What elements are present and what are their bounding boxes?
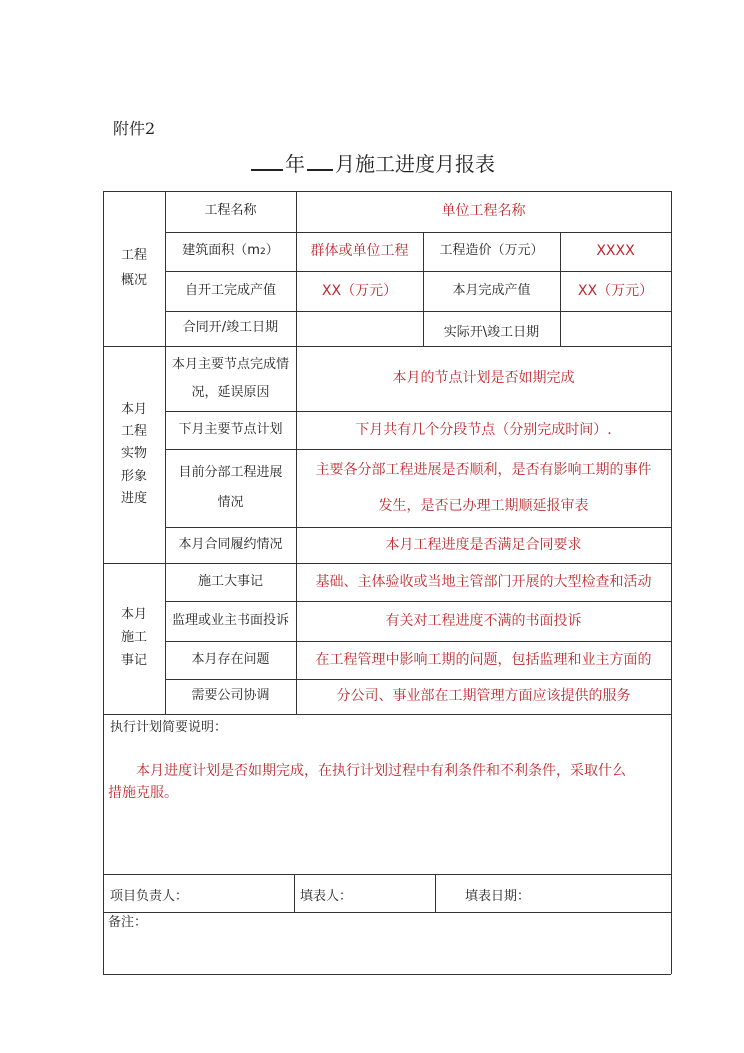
subproject-value[interactable]: 主要各分部工程进展是否顺利，是否有影响工期的事件 发生，是否已办理工期顺延报审表 — [315, 461, 652, 514]
contract-performance-label: 本月合同履约情况 — [178, 536, 283, 552]
issues-label: 本月存在问题 — [191, 651, 270, 667]
actual-dates-label: 实际开\竣工日期 — [443, 325, 540, 341]
project-name-value[interactable]: 单位工程名称 — [441, 203, 526, 220]
plan-note-value[interactable]: 本月进度计划是否如期完成，在执行计划过程中有利条件和不利条件，采取什么 措施克服。 — [108, 763, 626, 801]
subproject-label: 目前分部工程进展 情况 — [178, 465, 283, 510]
issues-value[interactable]: 在工程管理中影响工期的问题，包括监理和业主方面的 — [315, 651, 652, 668]
attachment-label: 附件2 — [113, 119, 156, 138]
events-label: 施工大事记 — [197, 573, 263, 589]
nodes-done-label: 本月主要节点完成情 况，延误原因 — [171, 357, 289, 400]
year-suffix: 年 — [285, 152, 305, 176]
plan-note-label: 执行计划简要说明： — [110, 719, 228, 735]
contract-dates-label: 合同开/竣工日期 — [182, 320, 279, 336]
remarks-label: 备注： — [108, 914, 148, 930]
building-area-value[interactable]: 群体或单位工程 — [310, 243, 409, 260]
total-output-value[interactable]: XX（万元） — [321, 282, 398, 299]
building-area-label: 建筑面积（m 2 ） — [182, 243, 279, 259]
coordination-label: 需要公司协调 — [191, 688, 270, 704]
project-name-label: 工程名称 — [204, 203, 257, 219]
next-nodes-label: 下月主要节点计划 — [178, 421, 283, 437]
fill-date-label: 填表日期： — [465, 888, 531, 904]
month-output-value[interactable]: XX（万元） — [577, 282, 654, 299]
section-events-label: 本月 施工 事记 — [120, 607, 147, 668]
events-value[interactable]: 基础、主体验收或当地主管部门开展的大型检查和活动 — [315, 573, 652, 590]
cost-label: 工程造价（万元） — [439, 243, 544, 259]
section-progress-label: 本月 工程 实物 形象 进度 — [120, 402, 147, 506]
complaints-value[interactable]: 有关对工程进度不满的书面投诉 — [385, 612, 582, 629]
complaints-label: 监理或业主书面投诉 — [171, 612, 289, 628]
filler-label: 填表人： — [300, 888, 353, 904]
section-overview-label: 工程 概况 — [120, 247, 147, 288]
cost-value[interactable]: XXXX — [596, 243, 635, 260]
coordination-value[interactable]: 分公司、事业部在工期管理方面应该提供的服务 — [336, 688, 631, 705]
nodes-done-value[interactable]: 本月的节点计划是否如期完成 — [392, 370, 575, 387]
total-output-label: 自开工完成产值 — [184, 282, 276, 298]
month-suffix: 月施工进度月报表 — [335, 152, 495, 176]
contract-performance-value[interactable]: 本月工程进度是否满足合同要求 — [385, 536, 582, 553]
next-nodes-value[interactable]: 下月共有几个分段节点（分别完成时间）. — [355, 421, 612, 438]
project-manager-label: 项目负责人： — [110, 888, 189, 904]
month-output-label: 本月完成产值 — [452, 282, 531, 298]
actual-dates-value[interactable] — [560, 311, 671, 346]
contract-dates-value[interactable] — [296, 311, 423, 346]
